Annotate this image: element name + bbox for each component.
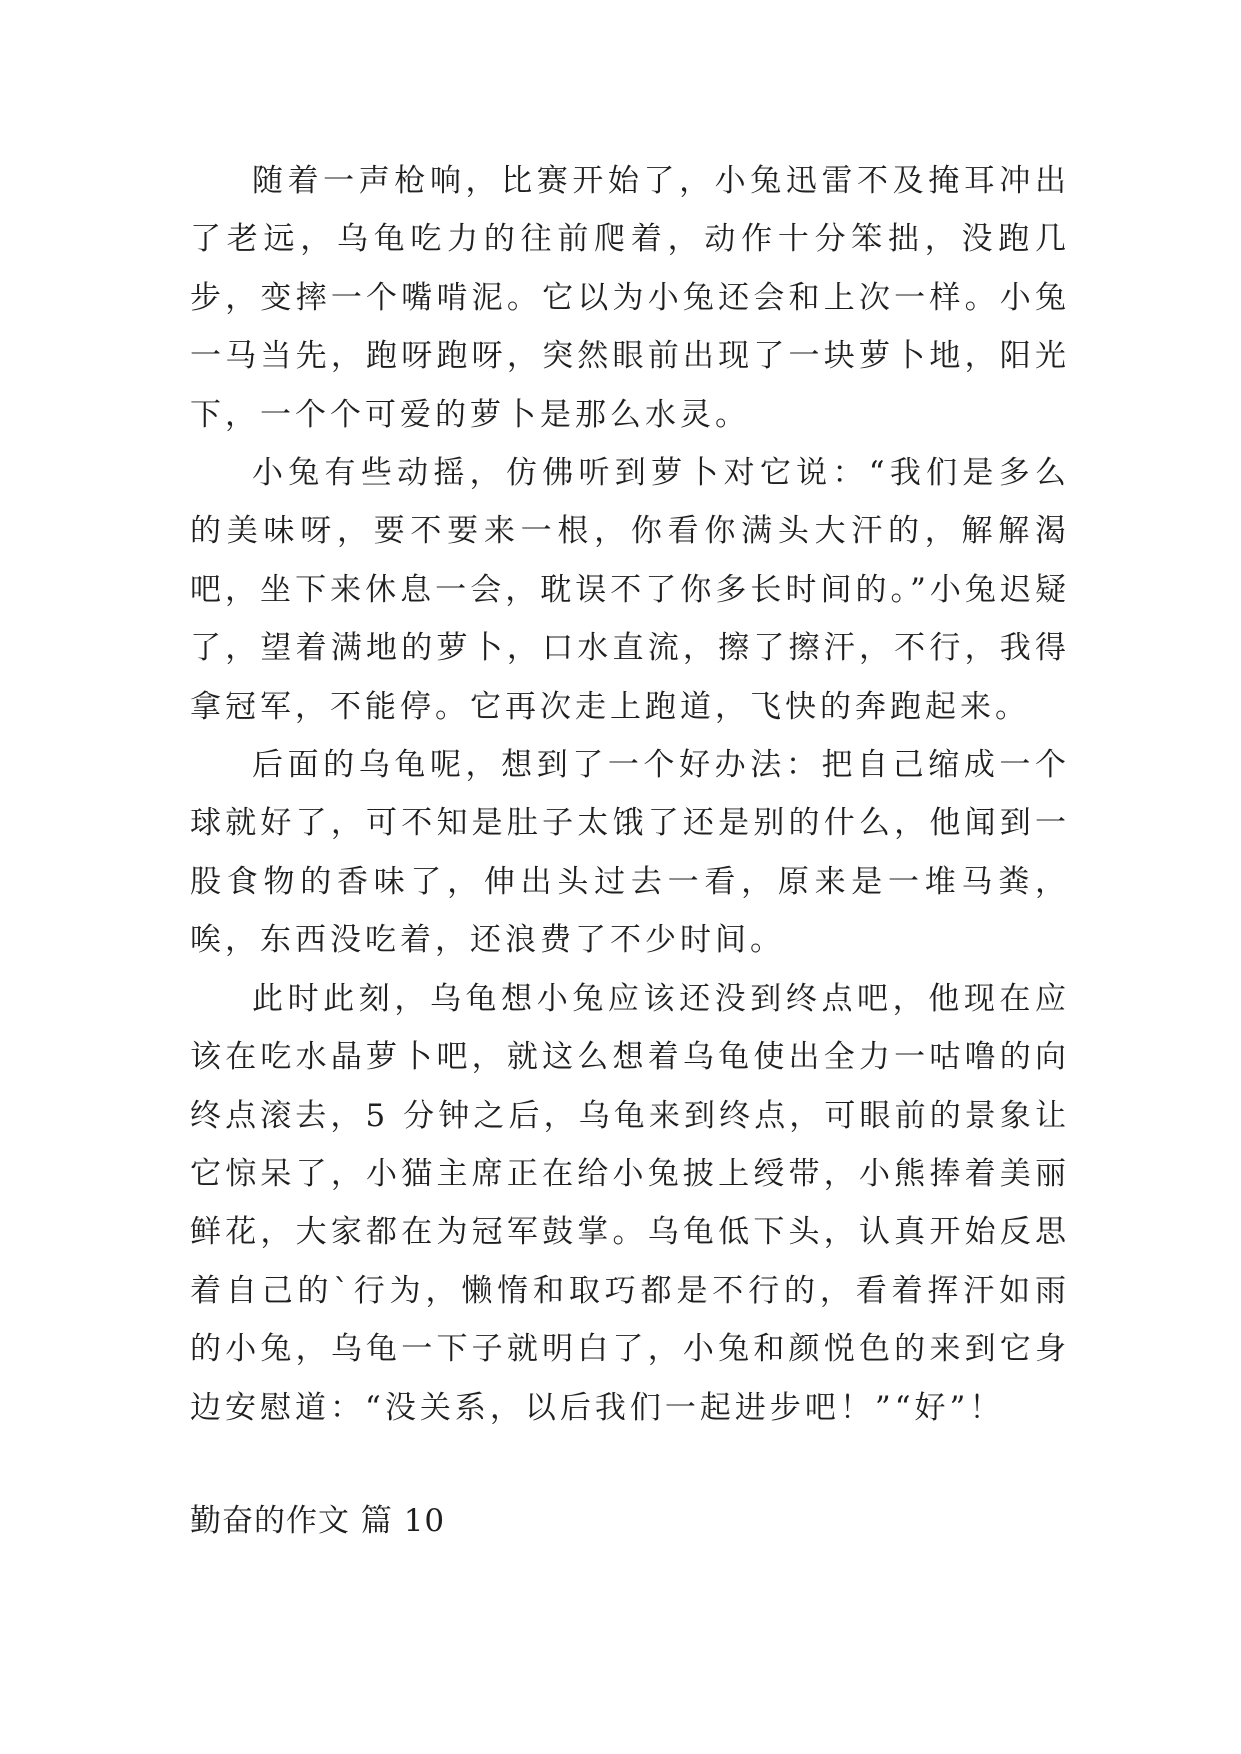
paragraph-2: 小兔有些动摇，仿佛听到萝卜对它说：“我们是多么的美味呀，要不要来一根，你看你满头大汗的，解解渴吧，坐下来休息一会，耽误不了你多长时间的。”小兔迟疑了，望着满地的萝卜，口水直流，擦了擦汗，不行，我得拿冠军，不能停。它再次走上跑道，飞快的奔跑起来。 — [190, 455, 1070, 725]
essay-body — [190, 152, 1070, 1437]
section-heading: 勤奋的作文 篇 10 — [190, 1503, 446, 1539]
paragraph-1: 随着一声枪响，比赛开始了，小兔迅雷不及掩耳冲出了老远，乌龟吃力的往前爬着，动作十分笨拙，没跑几步，变摔一个嘴啃泥。它以为小兔还会和上次一样。小兔一马当先，跑呀跑呀，突然眼前出现了一块萝卜地，阳光下，一个个可爱的萝卜是那么水灵。 — [190, 163, 1070, 433]
paragraph-4: 此时此刻，乌龟想小兔应该还没到终点吧，他现在应该在吃水晶萝卜吧，就这么想着乌龟使出全力一咕噜的向终点滚去，5 分钟之后，乌龟来到终点，可眼前的景象让它惊呆了，小猫主席正在给小兔披上绶带，小熊捧着美丽鲜花，大家都在为冠军鼓掌。乌龟低下头，认真开始反思着自己的`行为，懒惰和取巧都是不行的，看着挥汗如雨的小兔，乌龟一下子就明白了，小兔和颜悦色的来到它身边安慰道：“没关系，以后我们一起进步吧！”“好”！ — [190, 980, 1070, 1426]
paragraph-3: 后面的乌龟呢，想到了一个好办法：把自己缩成一个球就好了，可不知是肚子太饿了还是别的什么，他闻到一股食物的香味了，伸出头过去一看，原来是一堆马粪，唉，东西没吃着，还浪费了不少时间。 — [190, 747, 1070, 959]
